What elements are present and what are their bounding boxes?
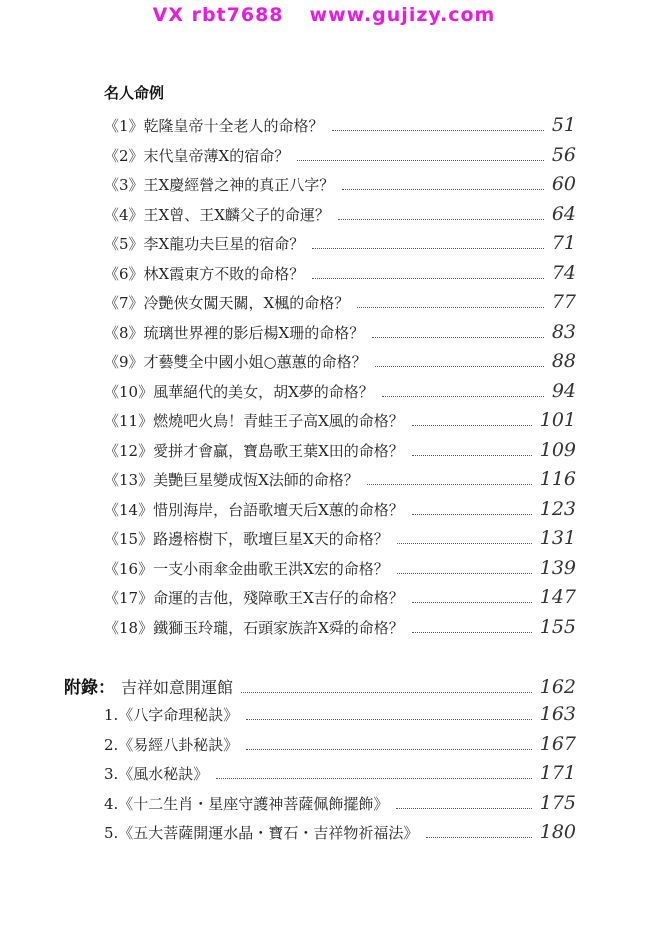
toc-entry bbox=[104, 468, 576, 492]
appendix-entry-label: 2.《易經八卦秘訣》 bbox=[104, 735, 239, 754]
dot-leader bbox=[412, 455, 532, 456]
dot-leader bbox=[382, 396, 544, 397]
watermark-url: www.gujizy.com bbox=[309, 4, 496, 26]
dot-leader bbox=[216, 778, 531, 779]
toc-entry-page: 101 bbox=[539, 409, 576, 431]
appendix-entry bbox=[104, 703, 576, 727]
toc-entry-page: 74 bbox=[551, 261, 576, 284]
appendix-entry-page: 180 bbox=[539, 821, 576, 844]
toc-entry-label: 《17》命運的吉他，殘障歌王X吉仔的命格？ bbox=[104, 589, 404, 607]
toc-entry bbox=[104, 439, 576, 463]
toc-entry-page: 88 bbox=[551, 350, 576, 372]
appendix-page-number: 162 bbox=[539, 676, 576, 698]
appendix-entry-page: 163 bbox=[539, 703, 576, 725]
appendix-entry-page: 175 bbox=[539, 791, 576, 814]
dot-leader bbox=[312, 278, 544, 279]
toc-entry-page: 147 bbox=[539, 586, 576, 608]
toc-entry bbox=[104, 527, 576, 551]
toc-entry bbox=[104, 586, 576, 610]
toc-entry-page: 109 bbox=[539, 438, 576, 461]
dot-leader bbox=[412, 632, 532, 633]
section-title: 名人命例 bbox=[104, 84, 165, 102]
toc-entry-page: 123 bbox=[539, 497, 576, 520]
dot-leader bbox=[312, 248, 544, 249]
toc-entry-page: 60 bbox=[551, 173, 576, 195]
dot-leader bbox=[426, 837, 531, 838]
toc-entry-page: 131 bbox=[539, 527, 576, 549]
toc-entry-label: 《15》路邊榕樹下，歌壇巨星X天的命格？ bbox=[104, 530, 389, 548]
toc-entry-page: 94 bbox=[551, 379, 576, 402]
toc-entry-label: 《10》風華絕代的美女，胡X夢的命格？ bbox=[104, 382, 374, 401]
dot-leader bbox=[375, 366, 544, 367]
toc-entry bbox=[104, 350, 576, 374]
toc-entry bbox=[104, 232, 576, 256]
toc-entry-label: 《5》李X龍功夫巨星的宿命？ bbox=[104, 235, 305, 253]
toc-entry-label: 《4》王X曾、王X麟父子的命運？ bbox=[104, 205, 330, 224]
toc-entry-label: 《8》琉璃世界裡的影后楊X珊的命格？ bbox=[104, 323, 365, 342]
dot-leader bbox=[372, 337, 544, 338]
toc-entry-label: 《3》王X慶經營之神的真正八字？ bbox=[104, 176, 335, 194]
toc-entry-page: 155 bbox=[539, 615, 576, 638]
dot-leader bbox=[397, 573, 532, 574]
dot-leader bbox=[412, 602, 532, 603]
toc-entry bbox=[104, 321, 576, 345]
appendix-title: 吉祥如意開運館 bbox=[121, 678, 234, 697]
toc-entry-label: 《6》林X霞東方不敗的命格？ bbox=[104, 264, 305, 283]
appendix-entry-label: 5.《五大菩薩開運水晶・寶石・吉祥物祈福法》 bbox=[104, 824, 419, 843]
toc-entry-page: 77 bbox=[551, 291, 576, 313]
toc-entry bbox=[104, 291, 576, 315]
dot-leader bbox=[241, 692, 532, 693]
appendix-entry bbox=[104, 762, 576, 786]
toc-entry bbox=[104, 380, 576, 404]
toc-entry bbox=[104, 557, 576, 581]
toc-entry bbox=[104, 173, 576, 197]
toc-entry-label: 《16》一支小雨傘金曲歌王洪X宏的命格？ bbox=[104, 559, 389, 578]
dot-leader bbox=[246, 719, 531, 720]
toc-entry-page: 51 bbox=[551, 114, 576, 136]
dot-leader bbox=[397, 543, 532, 544]
dot-leader bbox=[338, 219, 544, 220]
toc-entry-page: 139 bbox=[539, 556, 576, 579]
appendix-entry-label: 1.《八字命理秘訣》 bbox=[104, 706, 239, 724]
toc-entry bbox=[104, 144, 576, 168]
toc-entry bbox=[104, 114, 576, 138]
toc-entry-page: 116 bbox=[539, 468, 576, 490]
toc-entry-label: 《13》美艷巨星變成恆X法師的命格？ bbox=[104, 471, 359, 489]
toc-entry-label: 《2》末代皇帝薄X的宿命？ bbox=[104, 146, 290, 165]
dot-leader bbox=[342, 189, 544, 190]
appendix-entry-label: 4.《十二生肖・星座守護神菩薩佩飾擺飾》 bbox=[104, 794, 389, 813]
dot-leader bbox=[412, 514, 532, 515]
toc-entry bbox=[104, 498, 576, 522]
watermark-id: VX rbt7688 bbox=[152, 4, 284, 26]
appendix-entry-page: 167 bbox=[539, 732, 576, 755]
dot-leader bbox=[367, 484, 532, 485]
dot-leader bbox=[297, 160, 544, 161]
toc-entry-page: 71 bbox=[551, 232, 576, 254]
appendix-heading bbox=[64, 673, 576, 699]
toc-entry-label: 《12》愛拼才會贏，寶島歌王葉X田的命格？ bbox=[104, 441, 404, 460]
dot-leader bbox=[246, 749, 531, 750]
toc-entry-label: 《18》鐵獅玉玲瓏，石頭家族許X舜的命格？ bbox=[104, 618, 404, 637]
toc-entry bbox=[104, 203, 576, 227]
toc-entry-page: 56 bbox=[551, 143, 576, 166]
toc-entry-label: 《1》乾隆皇帝十全老人的命格？ bbox=[104, 117, 324, 135]
toc-entry-label: 《7》冷艷俠女闖天關，X楓的命格？ bbox=[104, 294, 350, 312]
appendix-entry bbox=[104, 792, 576, 816]
appendix-entry bbox=[104, 821, 576, 845]
appendix-entry-page: 171 bbox=[539, 762, 576, 785]
appendix-prefix: 附錄： bbox=[64, 678, 115, 698]
watermark bbox=[0, 4, 648, 26]
appendix-entry-label: 3.《風水秘訣》 bbox=[104, 765, 209, 784]
dot-leader bbox=[332, 130, 544, 131]
toc-entry bbox=[104, 262, 576, 286]
dot-leader bbox=[412, 425, 532, 426]
toc-entry bbox=[104, 616, 576, 640]
toc-entry-label: 《14》惜別海岸，台語歌壇天后X蕙的命格？ bbox=[104, 500, 404, 519]
dot-leader bbox=[357, 307, 544, 308]
toc-entry-page: 83 bbox=[551, 320, 576, 343]
dot-leader bbox=[396, 808, 531, 809]
toc-entry bbox=[104, 409, 576, 433]
toc-entry-label: 《9》才藝雙全中國小姐○蕙蕙的命格？ bbox=[104, 353, 367, 371]
toc-entry-label: 《11》燃燒吧火鳥！青蛙王子高X風的命格？ bbox=[104, 412, 404, 430]
toc-entry-page: 64 bbox=[551, 202, 576, 225]
appendix-entry bbox=[104, 733, 576, 757]
